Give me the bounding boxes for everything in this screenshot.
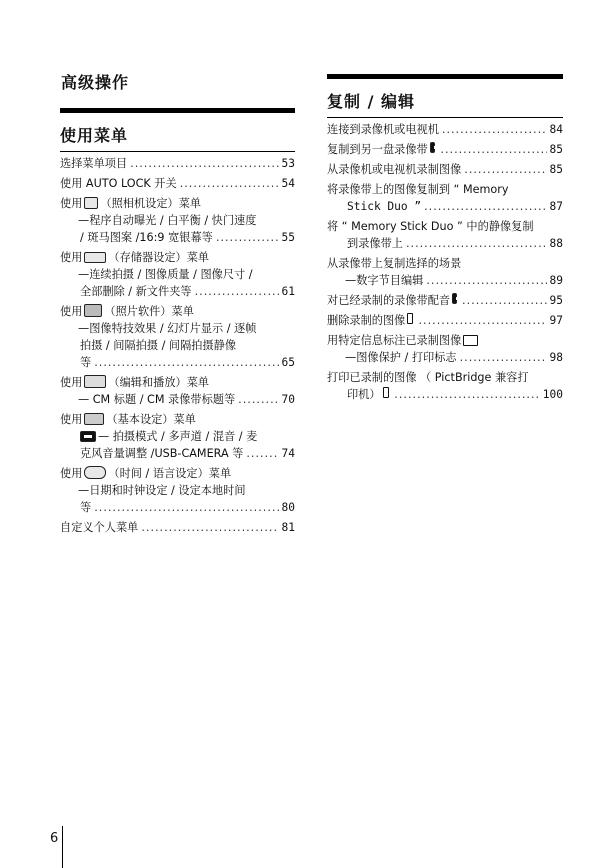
entry-text: 删除录制的图像 [327,314,406,327]
entry-text: 全部删除 / 新文件夹等 [80,285,192,298]
page-ref: 81 [281,521,295,534]
edit-play-icon [84,375,106,388]
toc-entry[interactable] [327,141,563,158]
page-ref: 97 [549,314,563,327]
toc-entry[interactable] [60,374,295,408]
entry-text: — 拍摄模式 / 多声道 / 混音 / 麦 [98,430,258,443]
entry-text: 等 [80,356,92,369]
leader-dots [426,272,546,289]
page-ref: 85 [549,143,563,156]
entry-prefix: 使用 [60,251,83,264]
toc-entry[interactable] [60,195,295,246]
leader-dots [238,391,278,408]
entry-text: — CM 标题 / CM 录像带标题等 [78,393,236,406]
toc-entry[interactable] [327,121,563,138]
leader-dots [394,386,539,403]
toc-entry[interactable] [60,155,295,172]
page-ref: 85 [549,163,563,176]
leader-dots [130,155,278,172]
page-ref: 87 [549,200,563,213]
toc-entry[interactable] [327,161,563,178]
entry-text: 打印已录制的图像 （ PictBridge 兼容打 [327,371,529,384]
entry-text: —图像特技效果 / 幻灯片显示 / 逐帧 [78,322,257,335]
memory-card-icon [383,387,390,398]
menu-title: （基本设定）菜单 [106,413,196,426]
page-ref: 74 [281,447,295,460]
section-title-use-menu: 使用菜单 [60,123,295,152]
entry-text: 等 [80,501,92,514]
leader-dots [94,499,278,516]
page-number-divider [62,826,63,868]
toc-entry[interactable] [327,255,563,289]
tape-icon [430,142,436,153]
tape-icon [80,431,96,442]
entry-text: / 斑马图案 /16:9 宽银幕等 [80,231,213,244]
section-rule [60,108,295,113]
page-ref: 61 [281,285,295,298]
menu-title: （存储器设定）菜单 [108,251,210,264]
page-number: 6 [50,831,59,846]
menu-title: （照相机设定）菜单 [100,197,202,210]
leader-dots [462,292,546,309]
memory-card-icon [463,335,478,346]
toc-entry[interactable] [327,369,563,403]
leader-dots [141,519,278,536]
entry-text: 克风音量调整 /USB-CAMERA 等 [80,447,244,460]
toc-entry[interactable] [60,303,295,371]
leader-dots [406,235,547,252]
toc-entry[interactable] [60,519,295,536]
toc-entry[interactable] [60,175,295,192]
right-column [327,74,563,403]
entry-prefix: 使用 [60,376,83,389]
entry-text: —日期和时钟设定 / 设定本地时间 [78,484,246,497]
section-title-dubbing-editing: 复制 / 编辑 [327,89,563,118]
page-ref: 70 [281,393,295,406]
page-ref: 65 [281,356,295,369]
entry-text: Stick Duo ” [347,200,422,213]
leader-dots [460,349,547,366]
page-ref: 80 [281,501,295,514]
toc-entry[interactable] [327,332,563,366]
entry-text: 将录像带上的图像复制到 “ Memory [327,183,509,196]
menu-title: （编辑和播放）菜单 [108,376,210,389]
entry-text: 连接到录像机或电视机 [327,123,439,136]
standard-setup-icon [84,413,104,425]
leader-dots [440,141,546,158]
menu-title: （照片软件）菜单 [104,305,194,318]
entry-text: 印机） [347,388,381,401]
leader-dots [195,283,279,300]
toc-entry[interactable] [60,465,295,516]
tape-icon [452,293,457,304]
page-ref: 100 [542,388,563,401]
entry-text: 从录像带上复制选择的场景 [327,257,462,270]
leader-dots [94,354,278,371]
left-column [60,108,295,536]
toc-entry[interactable] [327,292,563,309]
leader-dots [418,312,546,329]
page-ref: 53 [281,157,295,170]
entry-text: —图像保护 / 打印标志 [345,351,457,364]
leader-dots [424,198,546,215]
entry-text: —程序自动曝光 / 白平衡 / 快门速度 [78,214,257,227]
page-ref: 55 [281,231,295,244]
entry-text: 使用 AUTO LOCK 开关 [60,177,177,190]
entry-text: 对已经录制的录像带配音 [327,294,451,307]
entry-prefix: 使用 [60,197,83,210]
page-ref: 95 [549,294,563,307]
toc-entry[interactable] [327,218,563,252]
entry-text: 拍摄 / 间隔拍摄 / 间隔拍摄静像 [80,339,237,352]
section-rule [327,74,563,79]
entry-text: 将 “ Memory Stick Duo ” 中的静像复制 [327,220,534,233]
toc-entry[interactable] [327,312,563,329]
leader-dots [246,445,278,462]
page-ref: 98 [549,351,563,364]
entry-text: 复制到另一盘录像带 [327,143,428,156]
time-language-icon [84,466,106,479]
page-title: 高级操作 [61,73,130,92]
entry-prefix: 使用 [60,305,83,318]
leader-dots [180,175,279,192]
entry-text: 自定义个人菜单 [60,521,139,534]
entry-prefix: 使用 [60,467,83,480]
camera-settings-icon [84,197,98,209]
entry-prefix: 使用 [60,413,83,426]
leader-dots [442,121,547,138]
toc-entry[interactable] [327,181,563,215]
entry-text: 从录像机或电视机录制图像 [327,163,462,176]
entry-text: —连续拍摄 / 图像质量 / 图像尺寸 / [78,268,253,281]
leader-dots [464,161,546,178]
entry-text: 到录像带上 [347,237,403,250]
page-ref: 54 [281,177,295,190]
entry-text: 用特定信息标注已录制图像 [327,334,462,347]
toc-entry[interactable] [60,411,295,462]
memory-card-icon [407,313,413,324]
menu-title: （时间 / 语言设定）菜单 [108,467,232,480]
page-ref: 89 [549,274,563,287]
picture-application-icon [84,304,102,317]
page-ref: 88 [549,237,563,250]
entry-text: 选择菜单项目 [60,157,128,170]
page-ref: 84 [549,123,563,136]
toc-entry[interactable] [60,249,295,300]
memory-settings-icon [84,252,106,263]
leader-dots [216,229,279,246]
entry-text: —数字节目编辑 [345,274,424,287]
